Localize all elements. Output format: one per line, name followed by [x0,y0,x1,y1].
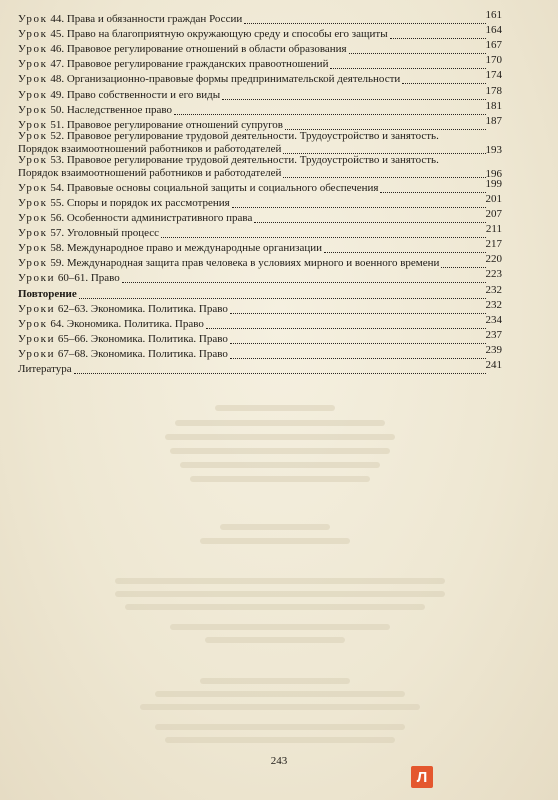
toc-entry-line [18,130,488,143]
toc-entry-prefix: Урок [18,73,48,86]
dot-leader [206,328,486,329]
toc-entry-line [18,242,322,255]
show-through-line [115,591,445,597]
toc-entry-text [18,28,488,41]
toc-entry-line [18,197,230,210]
toc-entry-page: 161 [485,9,502,22]
toc-entry-prefix: Урок [18,43,48,56]
show-through-line [215,405,335,411]
toc-entry-title: 55. Споры и порядок их рассмотрения [50,196,230,209]
toc-entry-title: 58. Международное право и международные организации [50,242,323,255]
toc-entry-title: 67–68. Экономика. Политика. Право [57,347,228,360]
toc-entry-title: 50. Наследственное право [50,103,172,116]
toc-entry-text [18,212,488,225]
toc-entry [18,298,502,318]
toc-entry-text [18,89,488,102]
toc-entry-page: 196 [485,167,502,180]
toc-entry-prefix: Урок [18,153,48,166]
toc-entry-prefix: Урок [18,196,48,209]
toc-entry-text [18,58,488,71]
show-through-line [155,691,405,697]
toc-entry-title: Литература [18,362,72,375]
dot-leader [161,237,486,238]
dot-leader [254,222,486,223]
toc-entry-line [18,227,159,240]
toc-entry-page: 167 [485,39,502,52]
toc-entry-title: 64. Экономика. Политика. Право [50,317,204,330]
toc-entry-title: 56. Особенности административного права [50,212,253,225]
toc-entry-line [18,58,328,71]
show-through-line [180,462,380,468]
toc-entry-page: 164 [485,24,502,37]
toc-entry-text [18,43,488,56]
toc-entry-text [18,288,488,301]
toc-entry-title: 48. Организационно-правовые формы предпринимательской деятельности [50,73,401,86]
toc-entry [18,238,502,257]
toc-entry [18,84,502,103]
dot-leader [230,358,486,359]
toc-entry-prefix: Уроки [18,332,56,345]
toc-entry-title: Повторение [18,287,77,300]
dot-leader [230,343,486,344]
toc-entry-title: 47. Правовое регулирование гражданских правоотношений [50,58,329,71]
toc-entry-page: 232 [485,283,502,296]
dot-leader [324,252,486,253]
dot-leader [232,207,486,208]
toc-entry-prefix: Урок [18,212,48,225]
dot-leader [402,83,486,84]
toc-entry-text [18,333,488,346]
toc-entry-text [18,73,488,86]
dot-leader [330,68,486,69]
dot-leader [174,114,486,115]
toc-entry-text [18,318,488,331]
toc-entry-prefix: Урок [18,103,48,116]
show-through-line [205,637,345,643]
toc-entry-line [18,303,228,316]
toc-entry-page: 199 [485,177,502,190]
dot-leader [390,38,486,39]
toc-entry [18,208,502,227]
toc-entry-text [18,197,488,210]
dot-leader [441,267,486,268]
toc-entry-line [18,272,120,285]
toc-entry-line [18,73,400,86]
page-number: 243 [270,755,288,767]
toc-entry [18,343,502,363]
toc-entry-text [18,104,488,117]
toc-entry-prefix: Урок [18,28,48,41]
toc-entry-title: 54. Правовые основы социальной защиты и социального обеспечения [50,181,379,194]
toc-entry-line [18,318,204,331]
toc-entry [18,283,502,302]
toc-entry-title: 65–66. Экономика. Политика. Право [57,332,228,345]
toc-entry-text [18,154,488,180]
toc-entry-text [18,242,488,255]
toc-entry-line [18,212,252,225]
toc-entry-page: 217 [485,238,502,251]
toc-entry-page: 232 [485,298,502,311]
dot-leader [380,192,486,193]
toc-entry-page: 187 [485,114,502,127]
show-through-line [170,624,390,630]
toc-entry-title: 46. Правовое регулирование отношений в области образования [50,43,347,56]
toc-entry-prefix: Урок [18,317,48,330]
show-through-line [190,476,370,482]
toc-entry-prefix: Урок [18,227,48,240]
toc-entry-prefix: Урок [18,58,48,71]
toc-entry-line [18,13,242,26]
show-through-line [165,434,395,440]
toc-entry-text [18,272,488,285]
toc-entry-page: 207 [485,208,502,221]
toc-entry-line [18,288,77,301]
toc-entry [18,69,502,88]
toc-entry-line [18,363,72,376]
toc-entry-text [18,130,488,156]
toc-entry-page: 178 [485,84,502,97]
toc-entry-line [18,43,347,56]
toc-entry [18,24,502,43]
show-through-line [140,704,420,710]
toc-entry [18,9,502,28]
toc-entry-page: 170 [485,54,502,67]
toc-entry-prefix: Урок [18,13,48,26]
dot-leader [79,298,486,299]
dot-leader [74,373,486,374]
show-through-line [155,724,405,730]
toc-entry [18,192,502,212]
toc-entry-title: 60–61. Право [57,272,120,285]
toc-entry-text [18,227,488,240]
toc-entry [18,328,502,348]
toc-entry [18,54,502,73]
toc-entry-prefix: Урок [18,118,48,131]
toc-entry-title: 53. Правовое регулирование трудовой деятельности. Трудоустройство и занятость. [50,153,439,166]
dot-leader [283,177,486,178]
toc-entry-title: 59. Международная защита прав человека в условиях мирного и военного времени [50,257,440,270]
dot-leader [230,313,486,314]
dot-leader [222,99,486,100]
show-through-line [165,737,395,743]
toc-entry-text [18,348,488,361]
toc-entry-title: 52. Правовое регулирование трудовой деятельности. Трудоустройство и занятость. [50,129,439,142]
show-through-line [125,604,425,610]
dot-leader [349,53,486,54]
toc-entry-title: 49. Право собственности и его виды [50,88,221,101]
toc-entry-title: 57. Уголовный процесс [50,227,160,240]
toc-entry-text [18,363,488,376]
toc-entry-prefix: Уроки [18,272,56,285]
toc-entry-page: 193 [485,143,502,156]
toc-entry-page: 234 [485,313,502,326]
publisher-logo: Л [411,766,433,788]
toc-entry-prefix: Урок [18,129,48,142]
toc-entry [18,253,502,272]
toc-entry-page: 220 [485,253,502,266]
toc-entry-page: 237 [485,328,502,341]
toc-entry-page: 174 [485,69,502,82]
toc-entry-line [18,333,228,346]
toc-entry [18,39,502,58]
toc-entry [18,268,502,287]
toc-entry-line [18,28,388,41]
toc-entry-line [18,104,172,117]
show-through-line [200,538,350,544]
toc-entry [18,223,502,242]
toc-entry-title-continued: Порядок взаимоотношений работников и работодателей [18,166,282,179]
toc-entry-line [18,154,488,167]
toc-entry-text [18,13,488,26]
toc-entry-prefix: Урок [18,242,48,255]
toc-entry-line [18,257,439,270]
toc-entry-page: 201 [485,192,502,205]
show-through-line [175,420,385,426]
toc-entry [18,358,502,378]
toc-entry-line [18,89,220,102]
toc-entry-page: 239 [485,343,502,356]
toc-entry-title: 44. Права и обязанности граждан России [50,13,243,26]
dot-leader [122,282,486,283]
toc-entry-prefix: Урок [18,88,48,101]
toc-entry-title-continued: Порядок взаимоотношений работников и работодателей [18,142,282,155]
toc-entry-page: 181 [485,99,502,112]
toc-entry-prefix: Уроки [18,302,56,315]
show-through-line [200,678,350,684]
show-through-line [170,448,390,454]
toc-entry [18,153,502,182]
toc-entry-title: 51. Правовое регулирование отношений супругов [50,118,284,131]
show-through-line [220,524,330,530]
toc-entry-text [18,303,488,316]
dot-leader [244,23,486,24]
toc-entry-page: 241 [485,358,502,371]
table-of-contents [18,9,502,378]
toc-entry [18,177,502,197]
toc-entry-title: 62–63. Экономика. Политика. Право [57,302,228,315]
toc-entry-text [18,257,488,270]
toc-entry-title: 45. Право на благоприятную окружающую среду и способы его защиты [50,28,388,41]
toc-entry-page: 223 [485,268,502,281]
toc-entry-page: 211 [485,223,502,236]
show-through-line [115,578,445,584]
toc-entry-text [18,182,488,195]
toc-entry-prefix: Уроки [18,347,56,360]
toc-entry [18,99,502,119]
toc-entry-prefix: Урок [18,257,48,270]
toc-entry-line [18,348,228,361]
toc-entry-line [18,182,378,195]
toc-entry-prefix: Урок [18,181,48,194]
toc-entry [18,313,502,333]
